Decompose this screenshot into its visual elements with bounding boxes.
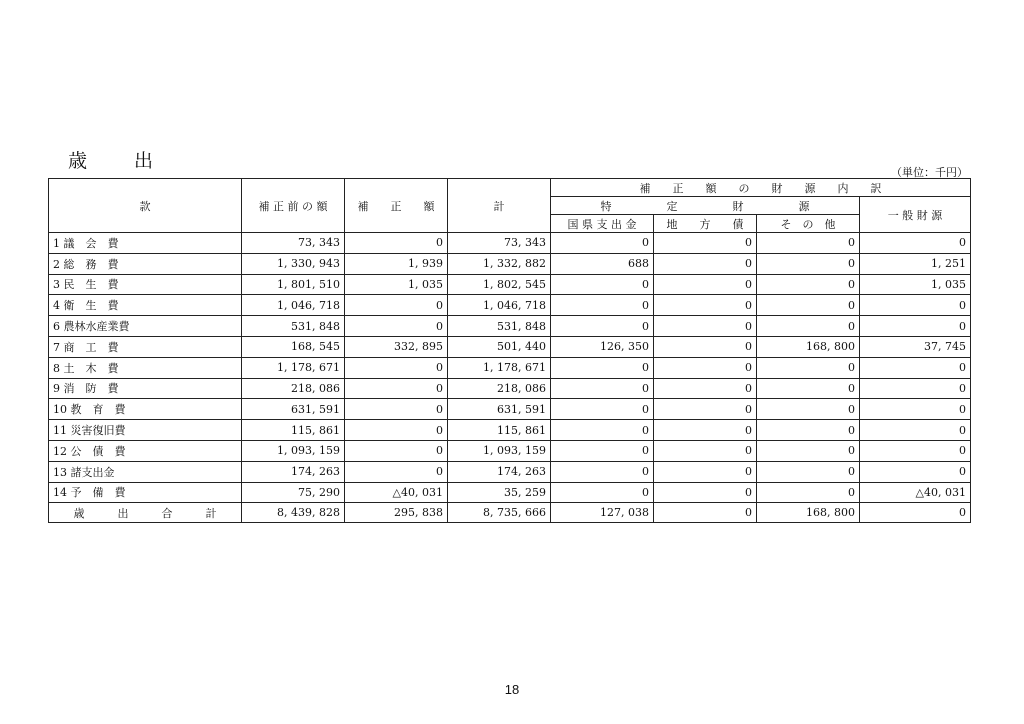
header-total: 計: [448, 179, 551, 233]
cell-other: 0: [757, 357, 860, 378]
cell-general: 0: [860, 461, 971, 482]
cell-item: 10 教 育 費: [49, 399, 242, 420]
cell-local-bond: 0: [654, 274, 757, 295]
cell-before: 1, 046, 718: [242, 295, 345, 316]
cell-before: 631, 591: [242, 399, 345, 420]
table-row: [49, 399, 971, 420]
cell-other: 0: [757, 233, 860, 254]
cell-general: 0: [860, 316, 971, 337]
table-row: [49, 295, 971, 316]
cell-correction: 1, 939: [345, 253, 448, 274]
cell-item: 6 農林水産業費: [49, 316, 242, 337]
header-item: 款: [49, 179, 242, 233]
cell-total: 1, 093, 159: [448, 440, 551, 461]
cell-item: 13 諸支出金: [49, 461, 242, 482]
cell-general: 0: [860, 399, 971, 420]
table-row: [49, 461, 971, 482]
cell-general: 1, 035: [860, 274, 971, 295]
totals-before: 8, 439, 828: [242, 503, 345, 523]
cell-other: 0: [757, 482, 860, 503]
cell-total: 218, 086: [448, 378, 551, 399]
cell-general: 1, 251: [860, 253, 971, 274]
cell-local-bond: 0: [654, 336, 757, 357]
cell-total: 1, 046, 718: [448, 295, 551, 316]
cell-total: 174, 263: [448, 461, 551, 482]
cell-correction: 0: [345, 316, 448, 337]
cell-total: 73, 343: [448, 233, 551, 254]
totals-item: 歳 出 合 計: [49, 503, 242, 523]
cell-total: 115, 861: [448, 420, 551, 441]
cell-total: 35, 259: [448, 482, 551, 503]
table-row: [49, 420, 971, 441]
cell-local-bond: 0: [654, 461, 757, 482]
cell-before: 115, 861: [242, 420, 345, 441]
cell-local-bond: 0: [654, 420, 757, 441]
cell-other: 0: [757, 399, 860, 420]
cell-total: 1, 332, 882: [448, 253, 551, 274]
cell-local-bond: 0: [654, 482, 757, 503]
cell-correction: 1, 035: [345, 274, 448, 295]
totals-local-bond: 0: [654, 503, 757, 523]
cell-local-bond: 0: [654, 316, 757, 337]
totals-other: 168, 800: [757, 503, 860, 523]
totals-national: 127, 038: [551, 503, 654, 523]
cell-national: 0: [551, 295, 654, 316]
cell-correction: △40, 031: [345, 482, 448, 503]
cell-general: △40, 031: [860, 482, 971, 503]
cell-national: 0: [551, 357, 654, 378]
cell-national: 0: [551, 274, 654, 295]
cell-correction: 0: [345, 399, 448, 420]
cell-item: 7 商 工 費: [49, 336, 242, 357]
cell-national: 0: [551, 420, 654, 441]
cell-correction: 0: [345, 378, 448, 399]
cell-before: 531, 848: [242, 316, 345, 337]
table-row: [49, 440, 971, 461]
cell-total: 501, 440: [448, 336, 551, 357]
cell-before: 75, 290: [242, 482, 345, 503]
table-row: [49, 253, 971, 274]
cell-before: 218, 086: [242, 378, 345, 399]
cell-other: 0: [757, 316, 860, 337]
cell-other: 168, 800: [757, 336, 860, 357]
cell-item: 12 公 債 費: [49, 440, 242, 461]
totals-general: 0: [860, 503, 971, 523]
cell-item: 2 総 務 費: [49, 253, 242, 274]
page-number: 18: [504, 682, 520, 697]
header-other: そ の 他: [757, 215, 860, 233]
cell-national: 0: [551, 440, 654, 461]
cell-other: 0: [757, 253, 860, 274]
cell-correction: 0: [345, 295, 448, 316]
cell-local-bond: 0: [654, 295, 757, 316]
cell-general: 0: [860, 295, 971, 316]
totals-total: 8, 735, 666: [448, 503, 551, 523]
cell-national: 0: [551, 399, 654, 420]
cell-item: 14 予 備 費: [49, 482, 242, 503]
cell-other: 0: [757, 378, 860, 399]
cell-item: 8 土 木 費: [49, 357, 242, 378]
header-national: 国 県 支 出 金: [551, 215, 654, 233]
cell-local-bond: 0: [654, 233, 757, 254]
table-row: [49, 357, 971, 378]
cell-correction: 332, 895: [345, 336, 448, 357]
cell-before: 1, 330, 943: [242, 253, 345, 274]
cell-before: 1, 801, 510: [242, 274, 345, 295]
totals-correction: 295, 838: [345, 503, 448, 523]
cell-correction: 0: [345, 357, 448, 378]
cell-total: 531, 848: [448, 316, 551, 337]
cell-national: 0: [551, 233, 654, 254]
cell-general: 37, 745: [860, 336, 971, 357]
cell-item: 11 災害復旧費: [49, 420, 242, 441]
cell-before: 1, 093, 159: [242, 440, 345, 461]
cell-national: 0: [551, 482, 654, 503]
cell-general: 0: [860, 420, 971, 441]
cell-national: 126, 350: [551, 336, 654, 357]
cell-item: 1 議 会 費: [49, 233, 242, 254]
cell-before: 174, 263: [242, 461, 345, 482]
cell-other: 0: [757, 440, 860, 461]
cell-general: 0: [860, 440, 971, 461]
table-row: [49, 482, 971, 503]
cell-local-bond: 0: [654, 253, 757, 274]
cell-correction: 0: [345, 420, 448, 441]
cell-item: 3 民 生 費: [49, 274, 242, 295]
cell-correction: 0: [345, 461, 448, 482]
cell-other: 0: [757, 295, 860, 316]
cell-local-bond: 0: [654, 378, 757, 399]
totals-row: [49, 503, 971, 523]
header-general: 一 般 財 源: [860, 197, 971, 233]
page-title: 歳 出: [68, 150, 168, 172]
cell-general: 0: [860, 378, 971, 399]
cell-before: 73, 343: [242, 233, 345, 254]
cell-local-bond: 0: [654, 399, 757, 420]
header-breakdown: 補 正 額 の 財 源 内 訳: [551, 179, 971, 197]
header-before: 補 正 前 の 額: [242, 179, 345, 233]
cell-total: 1, 178, 671: [448, 357, 551, 378]
cell-before: 1, 178, 671: [242, 357, 345, 378]
cell-before: 168, 545: [242, 336, 345, 357]
table-row: [49, 378, 971, 399]
unit-label: （単位：千円）: [891, 166, 968, 179]
header-local-bond: 地 方 債: [654, 215, 757, 233]
cell-other: 0: [757, 274, 860, 295]
table-row: [49, 274, 971, 295]
cell-total: 1, 802, 545: [448, 274, 551, 295]
cell-correction: 0: [345, 233, 448, 254]
cell-general: 0: [860, 357, 971, 378]
header-specific: 特 定 財 源: [551, 197, 860, 215]
cell-correction: 0: [345, 440, 448, 461]
cell-national: 0: [551, 461, 654, 482]
cell-other: 0: [757, 420, 860, 441]
cell-item: 4 衛 生 費: [49, 295, 242, 316]
cell-other: 0: [757, 461, 860, 482]
cell-item: 9 消 防 費: [49, 378, 242, 399]
header-correction: 補 正 額: [345, 179, 448, 233]
table-row: [49, 233, 971, 254]
table-row: [49, 316, 971, 337]
cell-national: 0: [551, 378, 654, 399]
table-row: [49, 336, 971, 357]
expenditure-table: [48, 178, 971, 523]
cell-national: 0: [551, 316, 654, 337]
cell-local-bond: 0: [654, 357, 757, 378]
cell-national: 688: [551, 253, 654, 274]
cell-local-bond: 0: [654, 440, 757, 461]
cell-total: 631, 591: [448, 399, 551, 420]
cell-general: 0: [860, 233, 971, 254]
